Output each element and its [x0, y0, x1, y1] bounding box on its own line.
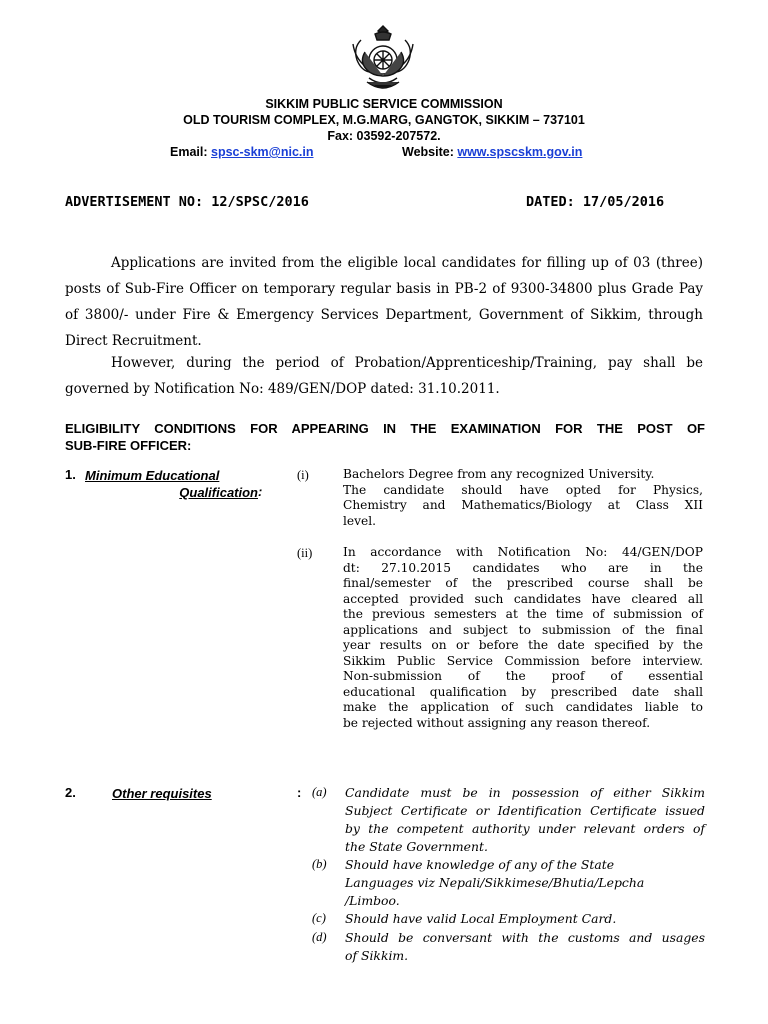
- commission-name: SIKKIM PUBLIC SERVICE COMMISSION: [265, 97, 503, 111]
- website-label: Website:: [402, 145, 454, 159]
- pay-paragraph: However, during the period of Probation/Apprenticeship/Training, pay shall be governed by Notification No: 489/GEN/DOP dated: 31.10.2011.: [65, 355, 703, 397]
- item-i-line: Bachelors Degree from any recognized University.: [343, 467, 655, 481]
- item-ii-line: make the application of such candidates liable to: [343, 700, 703, 714]
- section2-colon: :: [297, 785, 302, 800]
- section1-colon: :: [258, 484, 263, 499]
- item-ii-line: Non-submission of the proof of essential: [343, 669, 703, 683]
- intro-paragraph: Applications are invited from the eligible local candidates for filling up of 03 (three) posts of Sub-Fire Officer on temporary regular basis in PB-2 of 9300-34800 plus Grade Pay of 3800/- under Fire & Emergency Services Department, Government of Sikkim, through Direct Recruitment.: [65, 255, 703, 349]
- item-ii-line: applications and subject to submission of the final: [343, 622, 703, 637]
- item-ii-text: [343, 545, 703, 731]
- item-i-text: [343, 467, 703, 529]
- item-i-marker: (i): [297, 468, 309, 482]
- item-i-line: Chemistry and Mathematics/Biology at Class XII: [343, 498, 703, 512]
- item-c-text: [345, 910, 705, 928]
- item-ii-line: accepted provided such candidates have cleared all: [343, 591, 703, 606]
- email-block: [170, 144, 314, 161]
- item-b-line: /Limboo.: [345, 893, 400, 908]
- item-ii-line: dt: 27.10.2015 candidates who are in the: [343, 560, 703, 575]
- item-d-line: Should be conversant with the customs and usages: [345, 930, 705, 945]
- item-b-line: Languages viz Nepali/Sikkimese/Bhutia/Lepcha: [345, 875, 645, 890]
- item-ii-line: the previous semesters at the time of submission of: [343, 607, 703, 621]
- website-link[interactable]: www.spscskm.gov.in: [457, 145, 583, 159]
- item-ii-line: year results on or before the date specified by the: [343, 638, 703, 652]
- eligibility-heading-line1: ELIGIBILITY CONDITIONS FOR APPEARING IN THE EXAMINATION FOR THE POST OF: [65, 421, 705, 436]
- item-d-text: [345, 929, 705, 965]
- item-c-line: Should have valid Local Employment Card.: [345, 911, 617, 926]
- website-block: [402, 144, 582, 161]
- item-ii-line: In accordance with Notification No: 44/GEN/DOP: [343, 545, 703, 559]
- item-ii-line: educational qualification by prescribed date shall: [343, 684, 703, 699]
- commission-fax: Fax: 03592-207572.: [327, 129, 441, 143]
- advertisement-date: DATED: 17/05/2016: [526, 194, 665, 210]
- email-link[interactable]: spsc-skm@nic.in: [211, 145, 314, 159]
- advertisement-number: ADVERTISEMENT NO: 12/SPSC/2016: [65, 194, 309, 210]
- item-b-marker: (b): [312, 857, 327, 871]
- commission-address: OLD TOURISM COMPLEX, M.G.MARG, GANGTOK, SIKKIM – 737101: [183, 113, 585, 127]
- item-a-marker: (a): [312, 785, 327, 799]
- item-i-line: level.: [343, 513, 376, 528]
- eligibility-heading-line2: SUB-FIRE OFFICER:: [65, 438, 192, 453]
- section2-number: 2.: [65, 785, 76, 800]
- item-a-line: by the competent authority under relevant orders of: [345, 821, 705, 836]
- item-ii-line: Sikkim Public Service Commission before interview.: [343, 653, 703, 668]
- section1-title-line2: Qualification: [179, 485, 258, 500]
- item-ii-line: final/semester of the prescribed course shall be: [343, 576, 703, 590]
- eligibility-heading: [65, 420, 705, 454]
- item-ii-marker: (ii): [297, 546, 313, 560]
- item-a-line: the State Government.: [345, 839, 488, 854]
- item-b-text: [345, 856, 705, 910]
- item-a-line: Candidate must be in possession of either Sikkim: [345, 785, 705, 800]
- item-c-marker: (c): [312, 911, 326, 925]
- item-i-line: The candidate should have opted for Physics,: [343, 482, 703, 497]
- item-a-text: [345, 784, 705, 856]
- section1-title-line1: Minimum Educational: [85, 468, 220, 483]
- item-ii-line: be rejected without assigning any reason thereof.: [343, 715, 651, 730]
- email-label: Email:: [170, 145, 208, 159]
- state-emblem-icon: [345, 22, 421, 94]
- item-a-line: Subject Certificate or Identification Certificate issued: [345, 803, 705, 818]
- item-d-marker: (d): [312, 930, 327, 944]
- section2-title: Other requisites: [112, 786, 212, 801]
- item-d-line: of Sikkim.: [345, 948, 409, 963]
- section1-number: 1.: [65, 467, 76, 482]
- item-b-line: Should have knowledge of any of the State: [345, 857, 615, 872]
